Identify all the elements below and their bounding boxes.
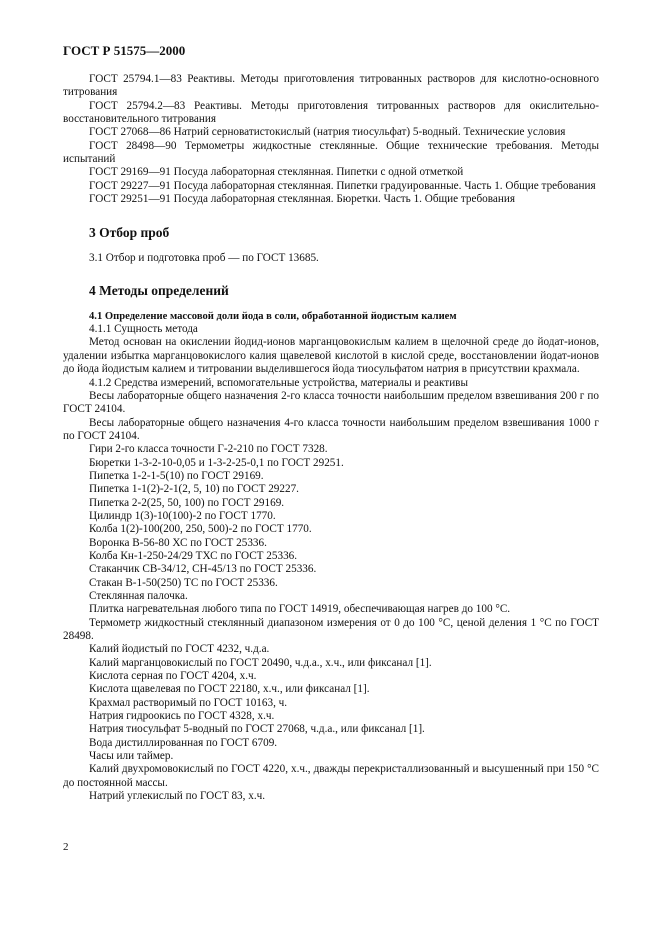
section-3-text: 3.1 Отбор и подготовка проб — по ГОСТ 13685. bbox=[89, 252, 319, 265]
list-item: Кислота щавелевая по ГОСТ 22180, х.ч., или фиксанал [1]. bbox=[89, 683, 370, 696]
equipment-list bbox=[63, 390, 599, 804]
section-4-heading: 4 Методы определений bbox=[89, 282, 229, 298]
section-3-heading: 3 Отбор проб bbox=[89, 225, 170, 241]
list-item: Кислота серная по ГОСТ 4204, х.ч. bbox=[89, 670, 257, 683]
list-item: Колба Кн-1-250-24/29 ТХС по ГОСТ 25336. bbox=[89, 549, 298, 562]
list-item: Крахмал растворимый по ГОСТ 10163, ч. bbox=[89, 696, 288, 709]
list-item: Колба 1(2)-100(200, 250, 500)-2 по ГОСТ 1770. bbox=[89, 523, 312, 536]
clause-4-1-1-text: Метод основан на окислении йодид-ионов марганцовокислым калием в щелочной среде до йодат-ионов, удалении избытка марганцовокислого калия щавелевой кислотой в кислой среде, восстановлении йодат-ионов до йода йодистым калием и титровании выделившегося йода тиосульфатом натрия в присутствии крахмала. bbox=[63, 336, 599, 376]
reference-item: ГОСТ 25794.1—83 Реактивы. Методы приготовления титрованных растворов для кислотно-основного титрования bbox=[63, 73, 599, 99]
list-item: Калий марганцовокислый по ГОСТ 20490, ч.д.а., х.ч., или фиксанал [1]. bbox=[89, 656, 432, 669]
list-item: Пипетка 1-1(2)-2-1(2, 5, 10) по ГОСТ 29227. bbox=[89, 483, 299, 496]
reference-item: ГОСТ 28498—90 Термометры жидкостные стеклянные. Общие технические требования. Методы испытаний bbox=[63, 139, 599, 166]
list-item: Плитка нагревательная любого типа по ГОСТ 14919, обеспечивающая нагрев до 100 °С. bbox=[89, 603, 511, 616]
page-number: 2 bbox=[63, 841, 69, 853]
list-item: Бюретки 1-3-2-10-0,05 и 1-3-2-25-0,1 по ГОСТ 29251. bbox=[89, 456, 344, 469]
list-item: Стеклянная палочка. bbox=[89, 590, 188, 602]
list-item: Стакан В-1-50(250) ТС по ГОСТ 25336. bbox=[89, 576, 278, 589]
list-item: Весы лабораторные общего назначения 2-го класса точности наибольшим пределом взвешивания 200 г по ГОСТ 24104. bbox=[63, 389, 599, 416]
list-item: Пипетка 1-2-1-5(10) по ГОСТ 29169. bbox=[89, 469, 264, 482]
list-item: Калий двухромовокислый по ГОСТ 4220, х.ч., дважды перекристаллизованный и высушенный при 150 °С до постоянной массы. bbox=[63, 763, 599, 789]
reference-item: ГОСТ 29169—91 Посуда лабораторная стеклянная. Пипетки с одной отметкой bbox=[89, 166, 464, 179]
list-item: Цилиндр 1(3)-10(100)-2 по ГОСТ 1770. bbox=[89, 509, 276, 522]
list-item: Натрий углекислый по ГОСТ 83, х.ч. bbox=[89, 790, 266, 803]
reference-item: ГОСТ 29227—91 Посуда лабораторная стеклянная. Пипетки градуированные. Часть 1. Общие требования bbox=[89, 179, 596, 192]
list-item: Гири 2-го класса точности Г-2-210 по ГОСТ 7328. bbox=[89, 443, 328, 456]
list-item: Натрия тиосульфат 5-водный по ГОСТ 27068, ч.д.а., или фиксанал [1]. bbox=[89, 723, 425, 736]
subsection-4-1-heading: 4.1 Определение массовой доли йода в соли, обработанной йодистым калием bbox=[89, 310, 457, 322]
list-item: Калий йодистый по ГОСТ 4232, ч.д.а. bbox=[89, 643, 270, 656]
reference-item: ГОСТ 27068—86 Натрий серноватистокислый (натрия тиосульфат) 5-водный. Технические условия bbox=[89, 126, 566, 139]
list-item: Воронка В-56-80 ХС по ГОСТ 25336. bbox=[89, 536, 267, 549]
list-item: Стаканчик СВ-34/12, СН-45/13 по ГОСТ 25336. bbox=[89, 563, 317, 576]
clause-4-1-1-title: 4.1.1 Сущность метода bbox=[89, 323, 198, 336]
list-item: Вода дистиллированная по ГОСТ 6709. bbox=[89, 736, 278, 749]
reference-list bbox=[63, 73, 599, 206]
document-code: ГОСТ Р 51575—2000 bbox=[63, 43, 186, 58]
list-item: Термометр жидкостный стеклянный диапазоном измерения от 0 до 100 °С, ценой деления 1 °С по ГОСТ 28498. bbox=[63, 616, 599, 643]
list-item: Натрия гидроокись по ГОСТ 4328, х.ч. bbox=[89, 710, 275, 723]
list-item: Пипетка 2-2(25, 50, 100) по ГОСТ 29169. bbox=[89, 496, 285, 509]
clause-4-1-2-title: 4.1.2 Средства измерений, вспомогательные устройства, материалы и реактивы bbox=[89, 376, 468, 389]
page-content bbox=[63, 73, 599, 804]
list-item: Часы или таймер. bbox=[89, 750, 174, 763]
list-item: Весы лабораторные общего назначения 4-го класса точности наибольшим пределом взвешивания 1000 г по ГОСТ 24104. bbox=[63, 416, 599, 442]
reference-item: ГОСТ 29251—91 Посуда лабораторная стеклянная. Бюретки. Часть 1. Общие требования bbox=[89, 193, 515, 206]
reference-item: ГОСТ 25794.2—83 Реактивы. Методы приготовления титрованных растворов для окислительно-восстановительного титрования bbox=[63, 99, 599, 126]
